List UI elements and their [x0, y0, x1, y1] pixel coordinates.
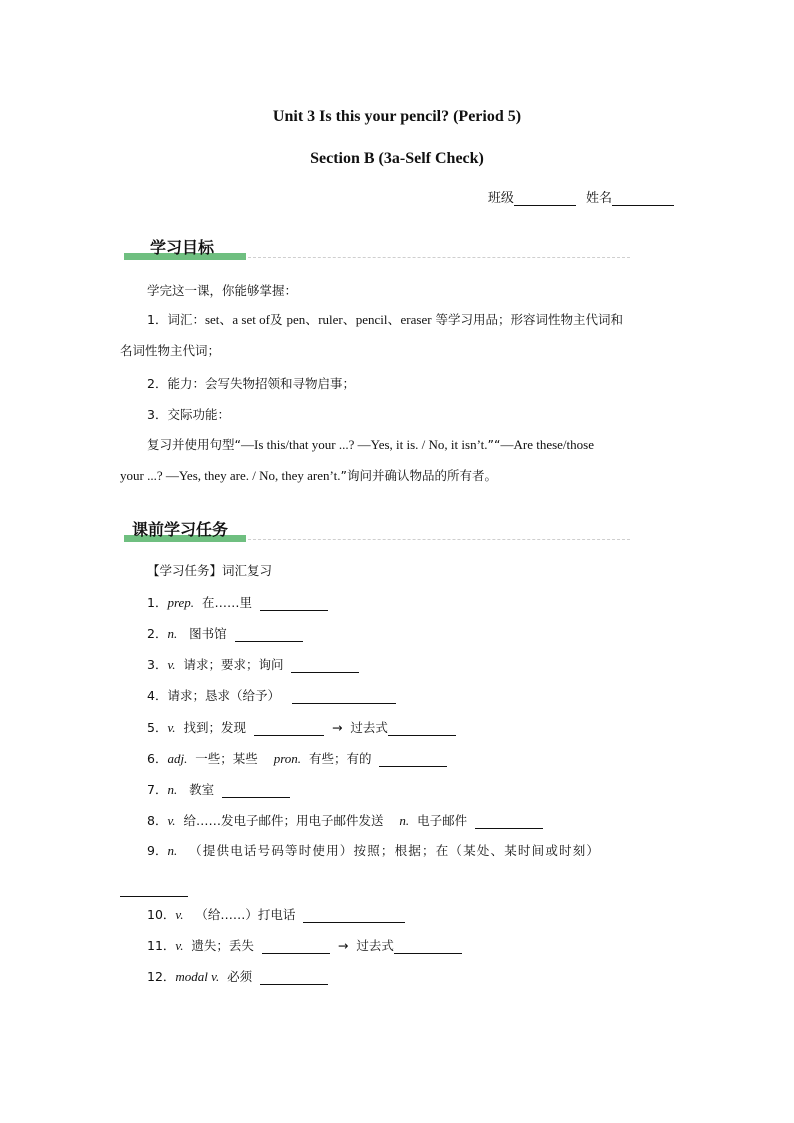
answer-blank-past[interactable]	[388, 721, 456, 736]
objective-1-prefix: 1．词汇：	[147, 312, 205, 327]
vocab-pos: n.	[167, 843, 178, 858]
vocab-meaning: 请求；要求；询问	[183, 657, 284, 672]
objective-1-mid: 及	[269, 312, 283, 327]
answer-blank[interactable]	[292, 689, 396, 704]
vocab-pos: adj.	[167, 751, 188, 766]
vocab-pos-2: n.	[399, 813, 410, 828]
vocab-item-11	[147, 936, 462, 954]
vocab-num: 3．	[147, 657, 168, 672]
answer-blank[interactable]	[254, 721, 324, 736]
vocab-meaning: 遗失；丢失	[191, 938, 254, 953]
objective-vocabulary	[120, 304, 675, 366]
vocab-pos: n.	[167, 782, 178, 797]
objective-communication: 3．交际功能：	[147, 407, 230, 422]
vocab-num: 7．	[147, 782, 168, 797]
past-tense-label: 过去式	[356, 938, 394, 953]
vocab-pos: v.	[167, 720, 176, 735]
answer-blank[interactable]	[291, 658, 359, 673]
vocab-num: 8．	[147, 813, 168, 828]
vocab-meaning: 必须	[227, 969, 253, 984]
task-label: 【学习任务】词汇复习	[147, 563, 273, 578]
class-blank[interactable]	[514, 191, 576, 206]
vocab-item-1	[147, 593, 328, 611]
vocab-num: 11．	[147, 938, 176, 953]
name-blank[interactable]	[612, 191, 674, 206]
vocab-item-2	[147, 624, 303, 642]
objectives-intro: 学完这一课，你能够掌握：	[147, 283, 298, 298]
vocab-pos: v.	[167, 657, 176, 672]
vocab-meaning: 找到；发现	[183, 720, 246, 735]
vocab-meaning: 图书馆	[189, 626, 227, 641]
vocab-num: 6．	[147, 751, 168, 766]
section-divider	[248, 539, 630, 540]
vocab-num: 9．	[147, 843, 168, 858]
vocab-num: 10．	[147, 907, 176, 922]
comm-sentence-a: —Is this/that your ...? —Yes, it is. / No, it isn’t.	[240, 437, 488, 452]
vocab-meaning: （给……）打电话	[195, 907, 296, 922]
section-objectives-heading: 学习目标	[150, 238, 215, 257]
class-name-line	[488, 187, 674, 206]
comm-text-b: ”“	[487, 437, 501, 452]
vocab-num: 4．	[147, 688, 168, 703]
vocab-num: 12．	[147, 969, 176, 984]
vocab-item-3	[147, 655, 359, 673]
section-objectives-header	[124, 232, 630, 260]
objective-1-line2: 名词性物主代词；	[120, 343, 221, 358]
answer-blank[interactable]	[262, 939, 330, 954]
vocab-item-4	[147, 686, 396, 704]
answer-blank[interactable]	[120, 882, 188, 897]
vocab-meaning: 一些；某些	[195, 751, 258, 766]
name-label: 姓名	[585, 191, 612, 206]
vocab-meaning: 在……里	[202, 595, 253, 610]
vocab-item-9	[120, 835, 675, 897]
answer-blank[interactable]	[235, 627, 303, 642]
vocab-meaning: 请求；恳求（给予）	[167, 688, 280, 703]
objective-1-words-a: set、a set of	[204, 312, 270, 327]
page-title: Unit 3 Is this your pencil? (Period 5)	[272, 108, 522, 125]
answer-blank[interactable]	[379, 752, 447, 767]
vocab-item-8	[147, 811, 543, 829]
answer-blank[interactable]	[260, 970, 328, 985]
answer-blank[interactable]	[303, 908, 405, 923]
section-pretask-header	[124, 514, 630, 542]
arrow-icon: →	[331, 720, 343, 735]
vocab-pos-2: pron.	[273, 751, 302, 766]
vocab-meaning: （提供电话号码等时使用）按照；根据；在（某处、某时间或时刻）	[189, 843, 601, 858]
vocab-meaning: 教室	[189, 782, 215, 797]
section-divider	[248, 257, 630, 258]
past-tense-label: 过去式	[350, 720, 388, 735]
page-subtitle: Section B (3a-Self Check)	[310, 150, 484, 167]
vocab-meaning-2: 有些；有的	[308, 751, 372, 766]
answer-blank[interactable]	[260, 596, 328, 611]
objective-1-words-b: pen、ruler、pencil、eraser	[286, 312, 432, 327]
vocab-pos: v.	[175, 938, 184, 953]
vocab-item-6	[147, 749, 447, 767]
vocab-item-12	[147, 967, 328, 985]
vocab-pos: n.	[167, 626, 178, 641]
section-pretask-heading: 课前学习任务	[132, 520, 229, 539]
vocab-pos: prep.	[167, 595, 195, 610]
vocab-meaning-2: 电子邮件	[417, 813, 468, 828]
vocab-num: 1．	[147, 595, 168, 610]
comm-sentence-b: —Are these/those	[500, 437, 594, 452]
objective-1-rest: 等学习用品；形容词性物主代词和	[435, 312, 624, 327]
vocab-pos: modal v.	[175, 969, 220, 984]
vocab-num: 2．	[147, 626, 168, 641]
answer-blank-past[interactable]	[394, 939, 462, 954]
objective-ability: 2．能力：会写失物招领和寻物启事；	[147, 376, 355, 391]
comm-text-a: 复习并使用句型“	[147, 437, 241, 452]
objective-communication-detail	[120, 429, 675, 491]
arrow-icon: →	[337, 938, 349, 953]
answer-blank[interactable]	[222, 783, 290, 798]
vocab-meaning: 给……发电子邮件；用电子邮件发送	[183, 813, 384, 828]
vocab-item-7	[147, 780, 290, 798]
class-label: 班级	[487, 191, 514, 206]
vocab-pos: v.	[167, 813, 176, 828]
comm-text-c: ”询问并确认物品的所有者。	[340, 468, 497, 483]
vocab-item-5	[147, 718, 456, 736]
vocab-num: 5．	[147, 720, 168, 735]
vocab-item-10	[147, 905, 405, 923]
vocab-pos: v.	[175, 907, 184, 922]
answer-blank[interactable]	[475, 814, 543, 829]
comm-sentence-c: your ...? —Yes, they are. / No, they aren’t.	[120, 468, 341, 483]
